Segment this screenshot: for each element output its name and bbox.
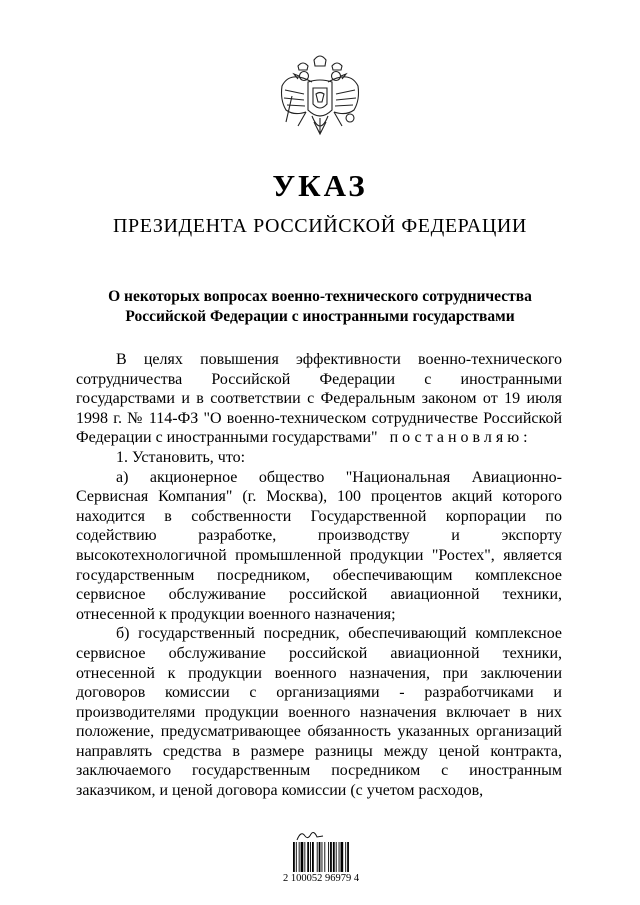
barcode-icon	[293, 842, 367, 872]
barcode-bar	[330, 842, 332, 872]
decree-heading	[60, 287, 580, 327]
barcode-bar	[296, 842, 297, 872]
barcode-bar	[319, 842, 321, 872]
paragraph-1: 1. Установить, что:	[116, 448, 246, 466]
decree-heading-line2: Российской Федерации с иностранными государствами	[125, 308, 515, 325]
barcode-bar	[310, 842, 311, 872]
decree-heading-line1: О некоторых вопросах военно-технического сотрудничества	[108, 288, 532, 305]
barcode-bar	[328, 842, 329, 872]
barcode-bar	[339, 842, 340, 872]
barcode-bar	[301, 842, 304, 872]
barcode-bar	[333, 842, 335, 872]
barcode-bar	[304, 842, 305, 872]
barcode-bar	[293, 842, 295, 872]
barcode-bar	[324, 842, 325, 872]
preamble-text: В целях повышения эффективности военно-технического сотрудничества Российской Федерации с иностранными государствами и в соответствии с Федеральным законом от 19 июля 1998 г. № 114-ФЗ "О военно-техническом сотрудничестве Российской Федерации с иностранными государствами"	[76, 351, 562, 447]
russian-coat-of-arms-icon	[276, 52, 364, 148]
barcode-number: 2 100052 96979 4	[283, 873, 360, 884]
signature-mark-icon	[295, 828, 325, 842]
barcode-bar	[312, 842, 314, 872]
paragraph-1a: а) акционерное общество "Национальная Авиационно-Сервисная Компания" (г. Москва), 100 процентов акций которого находится в собственности Государственной корпорации по содействию разработке, производству и экспорту высокотехнологичной промышленной продукции "Ростех", является государственным посредником, обеспечивающим комплексное сервисное обслуживание российской авиационной техники, отнесенной к продукции военного назначения;	[76, 468, 562, 623]
barcode-block	[283, 828, 375, 888]
decree-body	[76, 350, 562, 801]
barcode-bar	[307, 842, 309, 872]
barcode-bar	[317, 842, 318, 872]
paragraph-preamble	[76, 350, 562, 448]
document-title: УКАЗ	[272, 168, 368, 203]
paragraph-1b: б) государственный посредник, обеспечивающий комплексное сервисное обслуживание российской авиационной техники, отнесенной к продукции военного назначения, при заключении договоров комиссии с организациями - разработчиками и производителями продукции военного назначения включает в них положение, предусматривающее обязанность указанных организаций направлять средства в размере разницы между ценой контракта, заключаемого государственным посредником с иностранным заказчиком, и ценой договора комиссии (с учетом расходов,	[76, 625, 562, 800]
barcode-bar	[322, 842, 323, 872]
document-subtitle: ПРЕЗИДЕНТА РОССИЙСКОЙ ФЕДЕРАЦИИ	[113, 215, 527, 237]
barcode-bar	[336, 842, 337, 872]
barcode-bar	[347, 842, 349, 872]
barcode-bar	[341, 842, 344, 872]
decree-word: постановляю:	[389, 429, 532, 447]
barcode-bar	[299, 842, 300, 872]
barcode-bar	[345, 842, 346, 872]
